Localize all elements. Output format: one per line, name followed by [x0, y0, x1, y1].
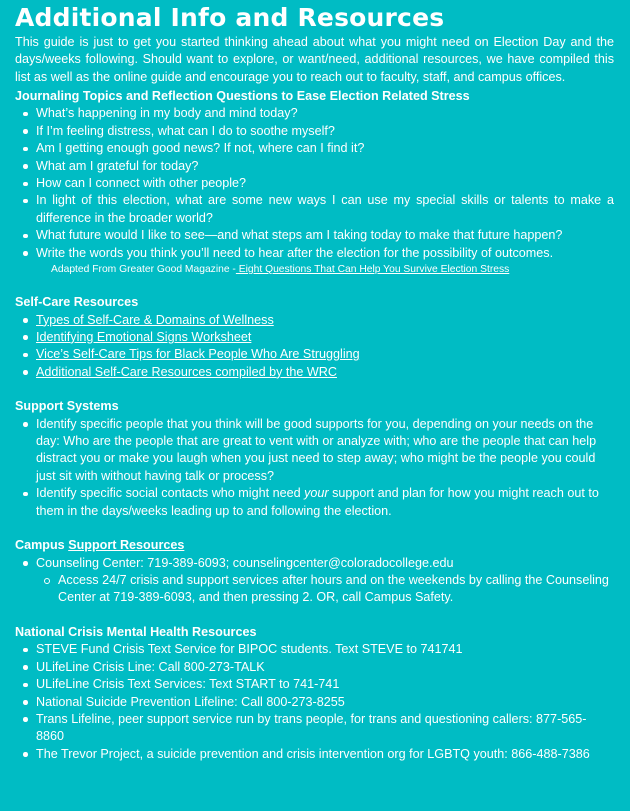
list-item: What am I grateful for today?	[15, 158, 614, 175]
credit-text: Adapted From Greater Good Magazine -	[51, 264, 236, 276]
list-item: In light of this election, what are some new ways I can use my special skills or talents to make a difference in the broader world?	[15, 192, 614, 227]
intro-paragraph: This guide is just to get you started thinking ahead about what you might need on Election Day and the days/weeks following. Should want to explore, or want/need, additional resources, we have compiled this list as well as the online guide and encourage you to reach out to faculty, staff, and campus offices.	[15, 35, 614, 84]
list-item	[15, 346, 614, 363]
support-text: support and plan for how you might reach out to them in the days/weeks leading up to and following the election.	[36, 486, 599, 518]
campus-heading-link[interactable]: Support Resources	[68, 538, 185, 553]
list-item	[15, 364, 614, 381]
journaling-heading: Journaling Topics and Reflection Questions to Ease Election Related Stress	[15, 88, 470, 103]
support-list	[15, 416, 614, 520]
journaling-credit	[15, 262, 614, 277]
list-item: What future would I like to see—and what steps am I taking today to make that future happen?	[15, 227, 614, 244]
support-text: Identify specific social contacts who might need	[36, 486, 305, 501]
list-item: Counseling Center: 719-389-6093; counselingcenter@coloradocollege.edu	[15, 555, 614, 572]
list-item: The Trevor Project, a suicide prevention and crisis intervention org for LGBTQ youth: 866-488-7386	[15, 746, 614, 763]
support-heading: Support Systems	[15, 399, 119, 414]
list-item: Am I getting enough good news? If not, where can I find it?	[15, 140, 614, 157]
page-title: Additional Info and Resources	[15, 3, 445, 32]
list-item: Identify specific people that you think will be good supports for you, depending on your needs on the day: Who are the people that are great to vent with or analyze with; who are the people that can help distract you or make you laugh when you just need to step away; who might be the people you could just sit with without having talk or process?	[15, 416, 614, 486]
selfcare-link-wellness[interactable]: Types of Self-Care & Domains of Wellness	[36, 312, 274, 327]
list-item: ULifeLine Crisis Line: Call 800-273-TALK	[15, 659, 614, 676]
list-item: Trans Lifeline, peer support service run by trans people, for trans and questioning callers: 877-565-8860	[15, 711, 614, 746]
list-item	[15, 329, 614, 346]
list-item: National Suicide Prevention Lifeline: Call 800-273-8255	[15, 694, 614, 711]
journaling-list	[15, 105, 614, 262]
selfcare-list	[15, 312, 614, 382]
list-item	[15, 485, 614, 520]
list-item: Write the words you think you’ll need to hear after the election for the possibility of outcomes.	[15, 245, 614, 262]
selfcare-link-vice[interactable]: Vice’s Self-Care Tips for Black People Who Are Struggling	[36, 347, 360, 362]
list-item: How can I connect with other people?	[15, 175, 614, 192]
credit-link[interactable]: Eight Questions That Can Help You Survive Election Stress	[235, 264, 510, 276]
list-subitem: Access 24/7 crisis and support services after hours and on the weekends by calling the Counseling Center at 719-389-6093, and then pressing 2. OR, call Campus Safety.	[15, 572, 614, 607]
national-list	[15, 641, 614, 763]
list-item: STEVE Fund Crisis Text Service for BIPOC students. Text STEVE to 741741	[15, 641, 614, 658]
selfcare-link-wrc[interactable]: Additional Self-Care Resources compiled by the WRC	[36, 364, 337, 379]
support-emphasis: your	[304, 486, 329, 501]
campus-heading-text: Campus	[15, 538, 69, 553]
national-heading: National Crisis Mental Health Resources	[15, 624, 257, 639]
list-item: If I’m feeling distress, what can I do to soothe myself?	[15, 123, 614, 140]
campus-heading	[15, 537, 614, 555]
list-item: What’s happening in my body and mind today?	[15, 105, 614, 122]
list-item	[15, 312, 614, 329]
selfcare-link-worksheet[interactable]: Identifying Emotional Signs Worksheet	[36, 329, 252, 344]
campus-list	[15, 555, 614, 607]
list-item: ULifeLine Crisis Text Services: Text START to 741-741	[15, 676, 614, 693]
selfcare-heading: Self-Care Resources	[15, 295, 139, 310]
